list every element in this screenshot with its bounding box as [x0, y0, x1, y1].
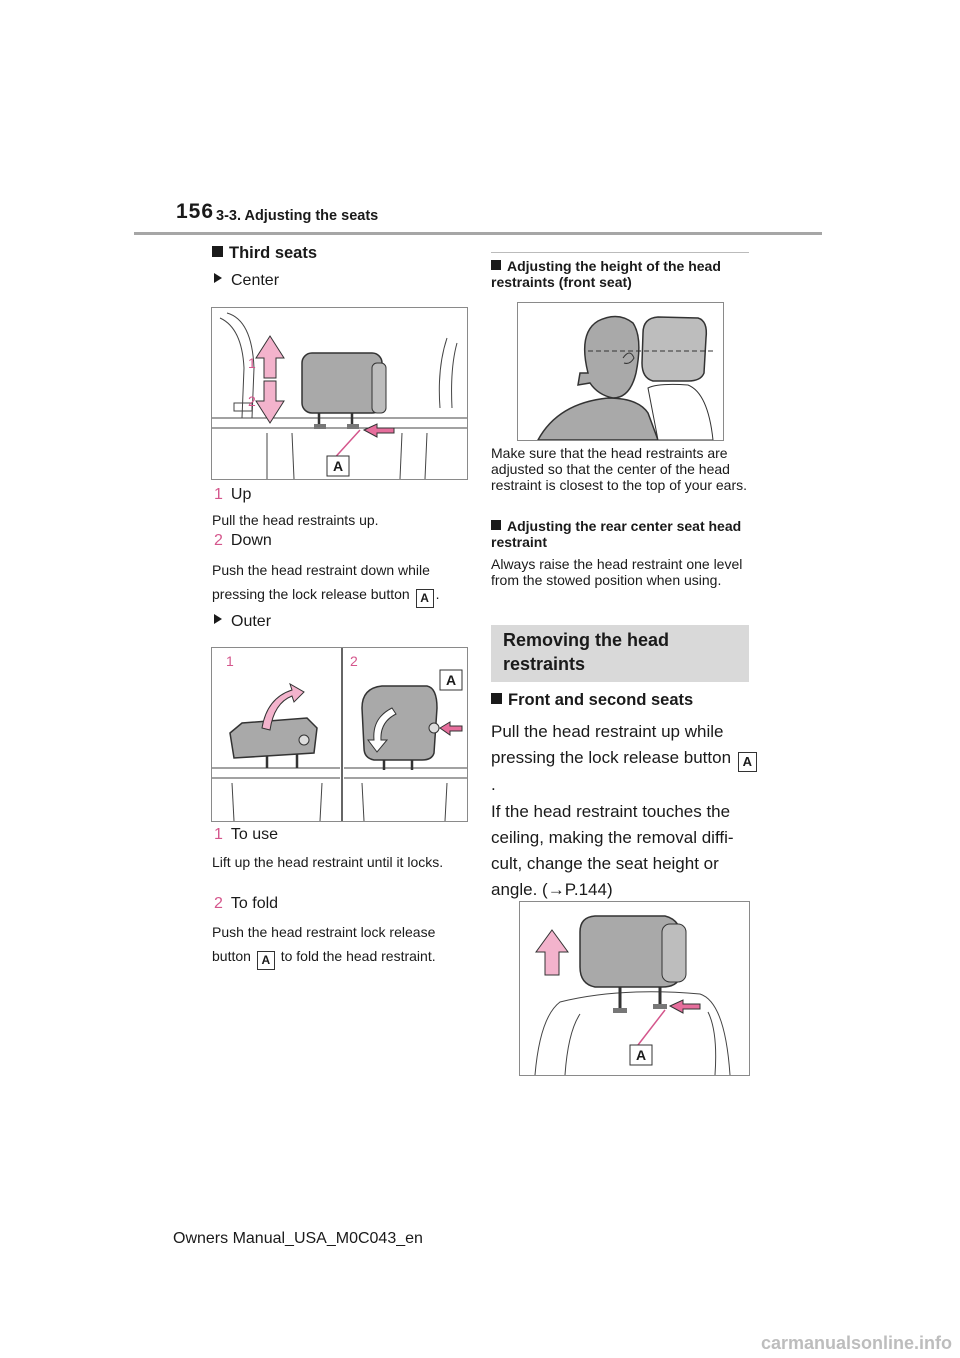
desc-text: .	[435, 586, 440, 602]
arrow-right-icon: →	[547, 880, 565, 899]
fig-label-a: A	[446, 672, 457, 688]
step-to-fold-desc	[212, 920, 462, 970]
page-number: 156	[176, 200, 215, 223]
step-up-desc: Pull the head restraints up.	[212, 512, 379, 528]
square-bullet-icon	[212, 246, 223, 257]
desc-text: )	[606, 880, 613, 899]
watermark: carmanualsonline.info	[760, 1333, 952, 1353]
figure-outer-head-restraint	[211, 647, 468, 822]
ceiling-desc	[491, 799, 763, 903]
subheading-text: Outer	[231, 613, 272, 630]
lock-release-button-icon: A	[738, 752, 757, 772]
fig-label-1: 1	[226, 653, 234, 669]
subheading-text: Center	[231, 272, 280, 289]
heading-third-seats	[212, 244, 317, 263]
step-label: To fold	[230, 895, 279, 912]
heading-text: Adjusting the height of the head restraints (front seat)	[491, 258, 721, 290]
square-bullet-icon	[491, 520, 501, 530]
triangle-bullet-icon	[214, 614, 222, 624]
figure-removal	[519, 901, 750, 1076]
fig-label-2: 2	[248, 393, 256, 409]
desc-text: If the head restraint touches the ceiling, making the removal diffi-cult, change the seat height or angle. (	[491, 802, 734, 899]
column-rule	[491, 252, 749, 253]
desc-text: .	[491, 775, 496, 794]
step-down	[214, 532, 272, 550]
triangle-bullet-icon	[214, 273, 222, 283]
step-number: 2	[214, 532, 223, 549]
banner-title: Removing the head restraints	[503, 630, 670, 674]
heading-text: Front and second seats	[508, 691, 694, 709]
fig-label-1: 1	[248, 355, 256, 371]
heading-adjust-front	[491, 258, 753, 290]
step-label: To use	[230, 826, 279, 843]
desc-text: Push the head restraint lock release button	[212, 924, 436, 964]
footer-manual-id: Owners Manual_USA_M0C043_en	[173, 1230, 423, 1247]
lock-release-button-icon: A	[257, 951, 275, 970]
step-down-desc	[212, 558, 472, 608]
rear-center-desc: Always raise the head restraint one level from the stowed position when using.	[491, 556, 743, 588]
subheading-center	[214, 272, 279, 290]
desc-text: Push the head restraint down while pressing the lock release button	[212, 562, 430, 602]
adjust-front-desc: Make sure that the head restraints are adjusted so that the center of the head restraint is closest to the top of your ears.	[491, 445, 748, 493]
front-second-desc	[491, 719, 761, 798]
figure-center-head-restraint	[211, 307, 468, 480]
step-number: 2	[214, 895, 223, 912]
section-title: 3-3. Adjusting the seats	[216, 208, 379, 224]
step-up	[214, 486, 251, 504]
square-bullet-icon	[491, 260, 501, 270]
page-reference-link[interactable]: P.144	[564, 880, 607, 899]
step-label: Up	[230, 486, 252, 503]
step-number: 1	[214, 486, 223, 503]
desc-text: to fold the head restraint.	[280, 948, 436, 964]
fig-label-a: A	[636, 1047, 647, 1063]
heading-rear-center	[491, 518, 753, 550]
step-number: 1	[214, 826, 223, 843]
heading-text: Adjusting the rear center seat head restraint	[491, 518, 742, 550]
fig-label-2: 2	[350, 653, 358, 669]
header-rule	[134, 232, 822, 235]
subheading-outer	[214, 613, 271, 631]
fig-label-a: A	[333, 458, 344, 474]
heading-front-second	[491, 691, 693, 710]
section-banner	[491, 625, 749, 682]
step-to-fold	[214, 895, 278, 913]
step-to-use	[214, 826, 278, 844]
figure-front-height	[517, 302, 724, 441]
desc-text: Pull the head restraint up while pressing the lock release button	[491, 722, 732, 767]
lock-release-button-icon: A	[416, 589, 434, 608]
step-to-use-desc: Lift up the head restraint until it locks.	[212, 854, 444, 870]
square-bullet-icon	[491, 693, 502, 704]
step-label: Down	[230, 532, 272, 549]
heading-text: Third seats	[229, 244, 318, 262]
